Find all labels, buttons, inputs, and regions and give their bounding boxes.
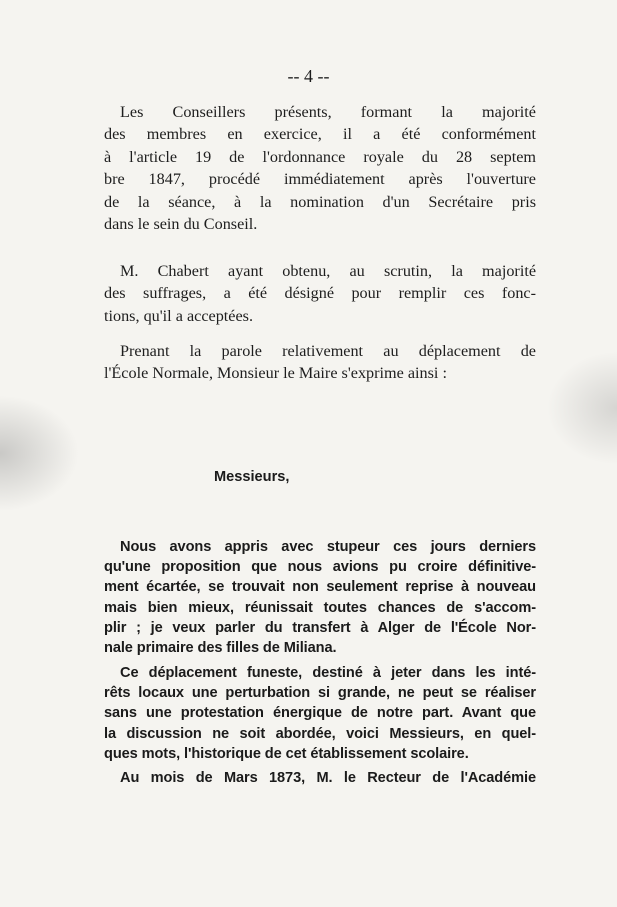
text-line: à l'article 19 de l'ordonnance royale du 28 septem <box>104 147 536 166</box>
text-line: des membres en exercice, il a été conformément <box>104 125 536 144</box>
text-line: rêts locaux une perturbation si grande, ne peut se réaliser <box>104 685 536 702</box>
text-line: Nous avons appris avec stupeur ces jours derniers <box>120 539 536 555</box>
text-line: Prenant la parole relativement au déplacement de <box>120 342 536 360</box>
text-line: bre 1847, procédé immédiatement après l'ouverture <box>104 170 536 189</box>
text-line: mais bien mieux, réunissait toutes chances de s'accom- <box>104 599 536 616</box>
text-line: des suffrages, a été désigné pour remplir ces fonc- <box>104 284 536 303</box>
text-line: la discussion ne soit abordée, voici Messieurs, en quel- <box>104 725 536 742</box>
text-line: Les Conseillers présents, formant la majorité <box>120 103 536 121</box>
paragraph-secretary-election <box>104 260 536 327</box>
paragraph-history-start <box>104 768 536 788</box>
text-line: Au mois de Mars 1873, M. le Recteur de l'Académie <box>120 770 536 786</box>
paragraph-transfer-announcement <box>104 537 536 658</box>
text-line: ment écartée, se trouvait non seulement reprise à nouveau <box>104 579 536 596</box>
text-line: l'École Normale, Monsieur le Maire s'exprime ainsi : <box>104 364 447 383</box>
text-line: nale primaire des filles de Miliana. <box>104 640 337 657</box>
paragraph-council-members <box>104 101 536 235</box>
text-line: sans une protestation énergique de notre part. Avant que <box>104 705 536 722</box>
page-number: -- 4 -- <box>287 66 330 86</box>
paragraph-protest <box>104 663 536 764</box>
text-line: Ce déplacement funeste, destiné à jeter dans les inté- <box>120 665 536 681</box>
text-line: de la séance, à la nomination d'un Secrétaire pris <box>104 192 536 211</box>
text-line: tions, qu'il a acceptées. <box>104 306 253 325</box>
text-line: M. Chabert ayant obtenu, au scrutin, la majorité <box>120 262 536 280</box>
text-line: plir ; je veux parler du transfert à Alger de l'École Nor- <box>104 619 536 636</box>
text-line: qu'une proposition que nous avions pu croire définitive- <box>104 559 536 576</box>
text-line: dans le sein du Conseil. <box>104 215 258 234</box>
salutation: Messieurs, <box>214 469 290 485</box>
paragraph-mayor-speech-intro <box>104 340 536 385</box>
text-line: ques mots, l'historique de cet établissement scolaire. <box>104 745 469 762</box>
